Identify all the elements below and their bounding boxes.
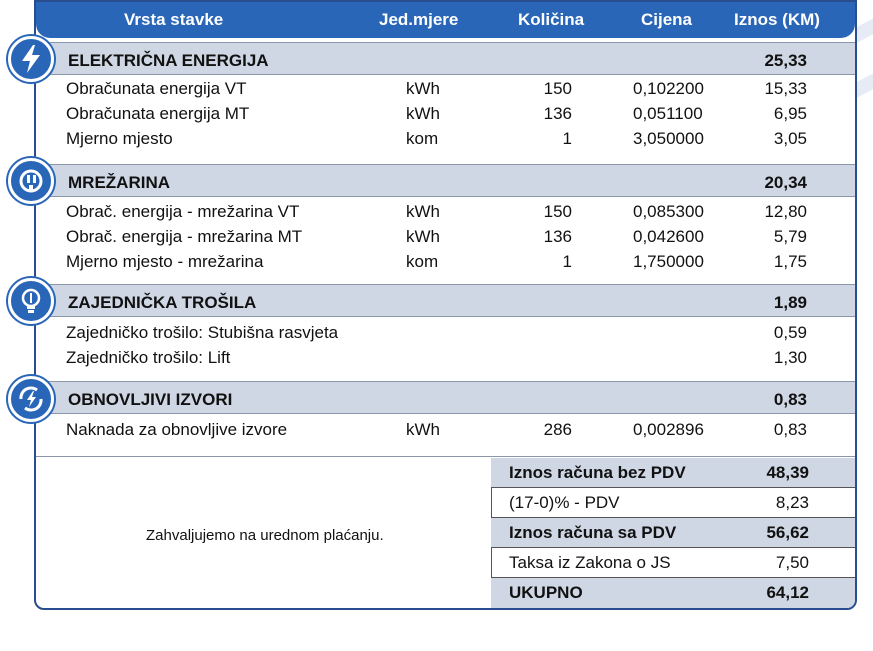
- summary-row-subtotal: [491, 458, 857, 488]
- table-row: [36, 126, 855, 151]
- section-total: 20,34: [764, 173, 807, 192]
- power-plug-icon: [8, 158, 54, 204]
- section-title: MREŽARINA: [68, 173, 170, 192]
- row-name: Zajedničko trošilo: Lift: [66, 348, 231, 367]
- row-name: Obračunata energija VT: [66, 79, 247, 98]
- table-row: [36, 101, 855, 126]
- row-amount: 12,80: [764, 202, 807, 221]
- row-amount: 6,95: [773, 104, 807, 123]
- table-row: [36, 76, 855, 101]
- table-row: [36, 224, 855, 249]
- renewable-energy-icon: [8, 376, 54, 422]
- summary-row-vat: [491, 488, 857, 518]
- table-row: [36, 417, 855, 442]
- summary-value: 7,50: [775, 553, 809, 572]
- row-name: Mjerno mjesto - mrežarina: [66, 252, 264, 271]
- row-qty: 150: [543, 79, 572, 98]
- summary-value: 48,39: [766, 463, 809, 482]
- row-name: Obrač. energija - mrežarina VT: [66, 202, 300, 221]
- header-price: Cijena: [641, 10, 693, 29]
- summary-value: 56,62: [766, 523, 809, 542]
- row-qty: 286: [543, 420, 572, 439]
- footer-divider: [36, 456, 855, 457]
- row-unit: kWh: [406, 202, 440, 221]
- header-amount: Iznos (KM): [734, 10, 820, 29]
- summary-value: 8,23: [775, 493, 809, 512]
- row-name: Naknada za obnovljive izvore: [66, 420, 288, 439]
- table-header: [36, 2, 855, 38]
- summary-label: UKUPNO: [509, 583, 583, 602]
- summary-value: 64,12: [766, 583, 809, 602]
- row-unit: kWh: [406, 420, 440, 439]
- row-unit: kWh: [406, 227, 440, 246]
- header-unit: Jed.mjere: [379, 10, 459, 29]
- row-price: 3,050000: [633, 129, 704, 148]
- lightning-bolt-icon: [8, 36, 54, 82]
- light-bulb-icon: [8, 278, 54, 324]
- row-price: 0,002896: [633, 420, 704, 439]
- row-amount: 15,33: [764, 79, 807, 98]
- row-name: Zajedničko trošilo: Stubišna rasvjeta: [66, 323, 339, 342]
- section-total: 0,83: [773, 390, 807, 409]
- row-qty: 150: [543, 202, 572, 221]
- header-qty: Količina: [518, 10, 585, 29]
- table-row: [36, 199, 855, 224]
- section-title: OBNOVLJIVI IZVORI: [68, 390, 233, 409]
- row-name: Obračunata energija MT: [66, 104, 250, 123]
- section-total: 1,89: [773, 293, 807, 312]
- row-name: Mjerno mjesto: [66, 129, 173, 148]
- section-title: ELEKTRIČNA ENERGIJA: [68, 51, 269, 70]
- section-common-consumers: [36, 284, 855, 317]
- row-unit: kom: [406, 129, 439, 148]
- row-price: 0,042600: [633, 227, 704, 246]
- row-price: 0,102200: [633, 79, 704, 98]
- table-row: [36, 345, 855, 370]
- row-unit: kWh: [406, 79, 440, 98]
- row-amount: 0,83: [773, 420, 807, 439]
- row-price: 1,750000: [633, 252, 704, 271]
- summary-label: Iznos računa sa PDV: [509, 523, 677, 542]
- row-amount: 3,05: [773, 129, 807, 148]
- invoice-table: [34, 0, 857, 610]
- row-amount: 1,75: [773, 252, 807, 271]
- row-amount: 1,30: [773, 348, 807, 367]
- summary-label: Iznos računa bez PDV: [509, 463, 686, 482]
- header-item: Vrsta stavke: [124, 10, 224, 29]
- row-amount: 0,59: [773, 323, 807, 342]
- row-amount: 5,79: [773, 227, 807, 246]
- row-unit: kWh: [406, 104, 440, 123]
- row-unit: kom: [406, 252, 439, 271]
- row-qty: 136: [543, 227, 572, 246]
- summary-row-total: [491, 578, 857, 608]
- row-price: 0,051100: [633, 104, 703, 123]
- row-qty: 1: [562, 252, 572, 271]
- section-renewable-sources: [36, 381, 855, 414]
- row-qty: 136: [543, 104, 572, 123]
- table-row: [36, 249, 855, 274]
- summary-label: (17-0)% - PDV: [509, 493, 620, 512]
- section-title: ZAJEDNIČKA TROŠILA: [68, 293, 257, 312]
- row-qty: 1: [562, 129, 572, 148]
- section-total: 25,33: [764, 51, 807, 70]
- summary-row-with-vat: [491, 518, 857, 548]
- table-row: [36, 320, 855, 345]
- thanks-note: Zahvaljujemo na urednom plaćanju.: [146, 527, 384, 544]
- summary-label: Taksa iz Zakona o JS: [509, 553, 671, 572]
- section-network-fee: [36, 164, 855, 197]
- summary-row-tax: [491, 548, 857, 578]
- row-price: 0,085300: [633, 202, 704, 221]
- row-name: Obrač. energija - mrežarina MT: [66, 227, 303, 246]
- section-electric-energy: [36, 42, 855, 75]
